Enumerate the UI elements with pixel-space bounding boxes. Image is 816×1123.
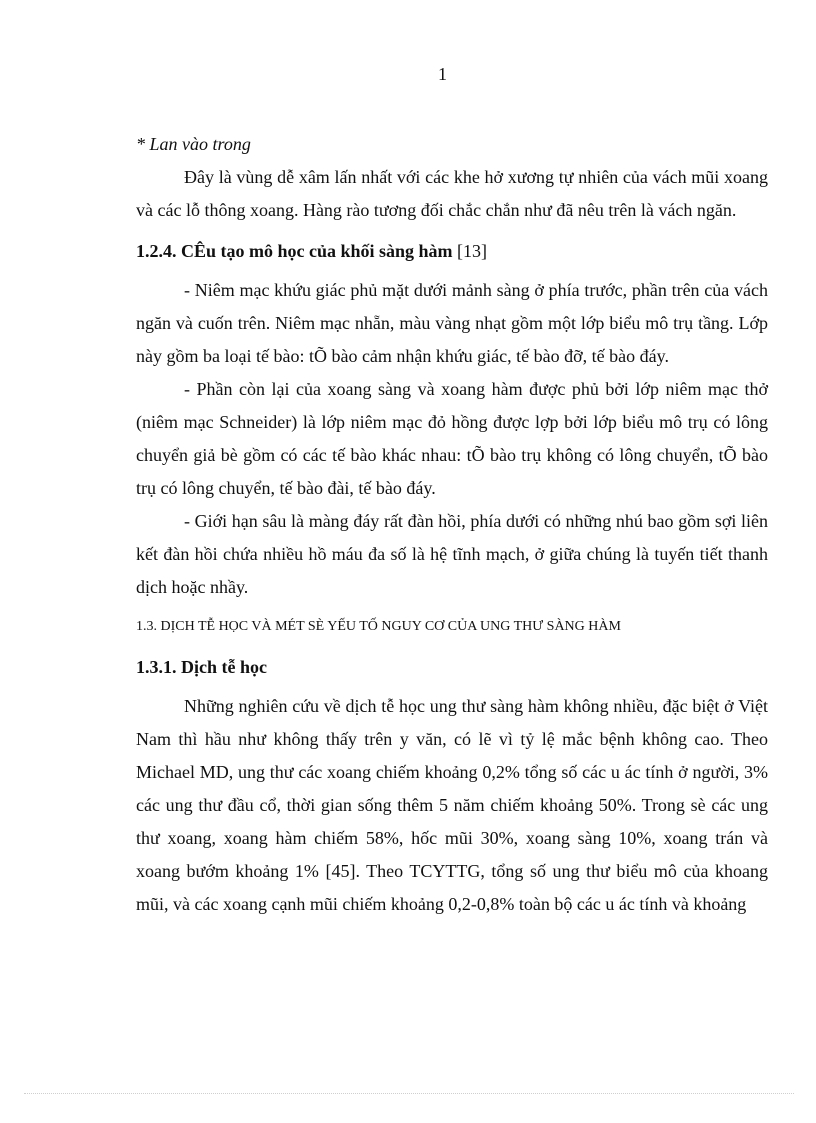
heading-1-2-4	[136, 235, 768, 268]
heading-1-3-1: 1.3.1. Dịch tễ học	[136, 657, 267, 677]
document-body	[136, 128, 768, 921]
page-bottom-divider	[24, 1093, 794, 1094]
page-number: 1	[438, 64, 447, 84]
paragraph-inward: Đây là vùng dễ xâm lấn nhất với các khe hở xương tự nhiên của vách mũi xoang và các lỗ thông xoang. Hàng rào tương đối chắc chắn như đã nêu trên là vách ngăn.	[136, 167, 768, 220]
paragraph-olfactory-mucosa: - Niêm mạc khứu giác phủ mặt dưới mảnh sàng ở phía trước, phần trên của vách ngăn và cuốn trên. Niêm mạc nhẵn, màu vàng nhạt gồm một lớp biểu mô trụ tầng. Lớp này gồm ba loại tế bào: tÕ bào cảm nhận khứu giác, tế bào đỡ, tế bào đáy.	[136, 280, 768, 366]
heading-1-2-4-text: 1.2.4. CÊu tạo mô học của khối sàng hàm	[136, 241, 458, 261]
paragraph-basement-membrane: - Giới hạn sâu là màng đáy rất đàn hồi, phía dưới có những nhú bao gồm sợi liên kết đàn hồi chứa nhiều hồ máu đa số là hệ tĩnh mạch, ở giữa chúng là tuyến tiết thanh dịch hoặc nhầy.	[136, 511, 768, 597]
heading-1-3: 1.3. DỊCH TỄ HỌC VÀ MÉT SÈ YẾU TỐ NGUY CƠ CỦA UNG THƯ SÀNG HÀM	[136, 619, 621, 634]
subheading-inward: * Lan vào trong	[136, 134, 251, 154]
paragraph-respiratory-mucosa: - Phần còn lại của xoang sàng và xoang hàm được phủ bởi lớp niêm mạc thở (niêm mạc Schneider) là lớp niêm mạc đỏ hồng được lợp bởi lớp biểu mô trụ có lông chuyển giả bè gồm có các tế bào khác nhau: tÕ bào trụ không có lông chuyển, tÕ bào trụ có lông chuyển, tế bào đài, tế bào đáy.	[136, 379, 768, 498]
paragraph-epidemiology: Những nghiên cứu về dịch tễ học ung thư sàng hàm không nhiều, đặc biệt ở Việt Nam thì hầu như không thấy trên y văn, có lẽ vì tỷ lệ mắc bệnh không cao. Theo Michael MD, ung thư các xoang chiếm khoảng 0,2% tổng số các u ác tính ở người, 3% các ung thư đầu cổ, thời gian sống thêm 5 năm chiếm khoảng 50%. Trong sè các ung thư xoang, xoang hàm chiếm 58%, hốc mũi 30%, xoang sàng 10%, xoang trán và xoang bướm khoảng 1% [45]. Theo TCYTTG, tổng số ung thư biểu mô của khoang mũi, và các xoang cạnh mũi chiếm khoảng 0,2-0,8% toàn bộ các u ác tính và khoảng	[136, 696, 768, 914]
heading-1-2-4-reference: [13]	[457, 241, 488, 261]
